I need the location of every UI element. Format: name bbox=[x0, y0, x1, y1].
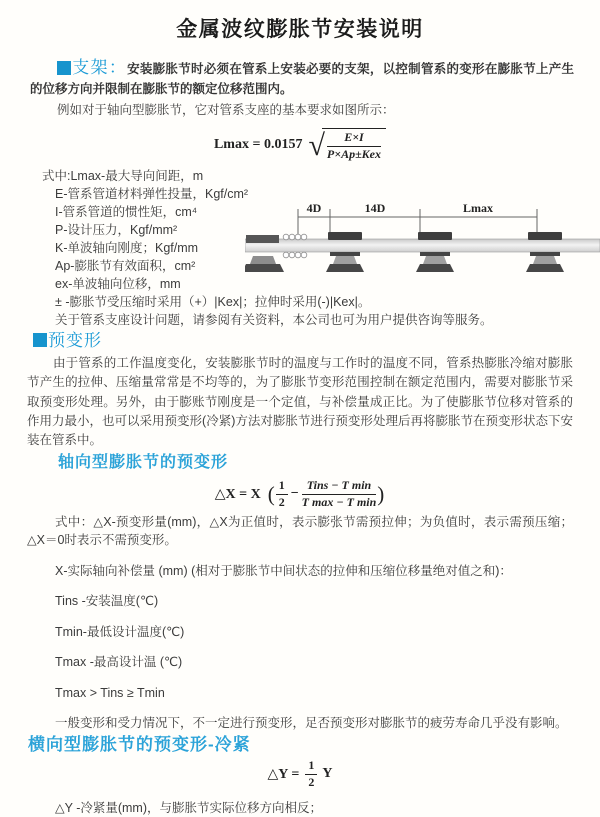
predeform-section-header bbox=[33, 331, 600, 351]
sqrt-expression bbox=[308, 128, 386, 162]
axial-definition-line: Tmax > Tins ≥ Tmin bbox=[55, 685, 165, 700]
guide-support bbox=[526, 232, 564, 272]
support-section-label: 支架： bbox=[72, 58, 128, 77]
axial-definition-line: X-实际轴向补偿量 (mm) (相对于膨胀节中间状态的拉伸和压缩位移量绝对值之和)： bbox=[55, 563, 512, 578]
half-numerator: 1 bbox=[305, 759, 317, 775]
guide-support bbox=[416, 232, 454, 272]
axial-subsection-header: 轴向型膨胀节的预变形 bbox=[58, 454, 229, 472]
one-half-fraction bbox=[276, 479, 288, 510]
variable-definition: Ap-膨胀节有效面积，cm² bbox=[55, 259, 196, 273]
section-square-icon bbox=[57, 61, 71, 75]
sqrt-radicand bbox=[322, 128, 386, 162]
lateral-formula-lhs: △Y = bbox=[267, 766, 300, 782]
one-half-fraction bbox=[305, 759, 317, 790]
half-numerator: 1 bbox=[276, 479, 288, 495]
sqrt-sign-icon: √ bbox=[308, 129, 325, 162]
lateral-definition-line: △Y -冷紧量(mm)，与膨胀节实际位移方向相反； bbox=[55, 801, 323, 816]
guide-support bbox=[326, 232, 364, 272]
lmax-fraction bbox=[327, 131, 381, 162]
lmax-formula bbox=[0, 125, 600, 165]
half-denominator: 2 bbox=[308, 774, 315, 789]
open-paren: ( bbox=[267, 481, 275, 506]
half-denominator: 2 bbox=[278, 494, 285, 509]
lateral-subsection-header: 横向型膨胀节的预变形-冷紧 bbox=[28, 735, 251, 755]
axial-formula-lhs: △X = X bbox=[214, 486, 261, 502]
pipe-support-diagram bbox=[245, 199, 600, 291]
lmax-fraction-numerator: E×I bbox=[327, 131, 381, 147]
support-note-line: 关于管系支座设计问题，请参阅有关资料，本公司也可为用户提供咨询等服务。 bbox=[55, 313, 493, 327]
dimension-label-4d: 4D bbox=[306, 201, 322, 215]
variables-and-diagram-region bbox=[42, 167, 600, 311]
axial-remark-line: 一般变形和受力情况下，不一定进行预变形，足否预变形对膨胀节的疲劳寿命几乎没有影响。 bbox=[55, 716, 568, 731]
close-paren: ) bbox=[377, 481, 385, 506]
predeform-paragraph: 由于管系的工作温度变化，安装膨胀节时的温度与工作时的温度不同，管系热膨胀冷缩对膨胀节产生的拉伸、压缩量常常是不均等的，为了膨胀节变形范围控制在额定范围内，需要对膨胀节采取预变形处理。另外，由于膨账节刚度是一个定值，与补偿量成正比。为了使膨胀节位移对管系的作用力最小，也可以采用预变形(冷紧)方法对膨胀节进行预变形处理后再将膨胀节在预变形状态下安装在管系中。 bbox=[27, 356, 573, 448]
dimension-label-14d: 14D bbox=[364, 201, 386, 215]
lateral-predeform-formula bbox=[0, 759, 600, 789]
support-example-line: 例如对于轴向型膨胀节，它对管系支座的基本要求如图所示： bbox=[57, 103, 395, 117]
section-square-icon bbox=[33, 333, 47, 347]
page-title: 金属波纹膨胀节安装说明 bbox=[176, 18, 424, 41]
support-intro-text: 安装膨胀节时必须在管系上安装必要的支架，以控制管系的变形在膨胀节上产生的位移方向并限制在膨胀节的额定位移范围内。 bbox=[30, 62, 574, 96]
variable-definition: E-管系管道材料弹性投量，Kgf/cm² bbox=[55, 187, 249, 201]
lateral-formula-rhs: Y bbox=[322, 766, 333, 782]
dimension-label-lmax: Lmax bbox=[463, 201, 493, 215]
axial-predeform-formula bbox=[0, 475, 600, 513]
variable-definition: ± -膨胀节受压缩时采用（+）|Kex|；拉伸时采用(-)|Kex|。 bbox=[55, 295, 371, 309]
variable-definition: I-管系管道的惯性矩，cm⁴ bbox=[55, 205, 198, 219]
variable-definition: P-设计压力，Kgf/mm² bbox=[55, 223, 178, 237]
axial-definition-line: Tmax -最高设计温 (℃) bbox=[55, 655, 183, 670]
fixed-anchor-support bbox=[245, 235, 284, 272]
axial-definition-line: Tmin-最低设计温度(℃) bbox=[55, 624, 185, 639]
variable-definition: K-单波轴向刚度；Kgf/mm bbox=[55, 241, 199, 255]
temperature-fraction-denominator: T max − T min bbox=[301, 494, 377, 509]
lmax-fraction-denominator: P×Ap±Kex bbox=[326, 147, 382, 161]
minus-operator: − bbox=[290, 486, 299, 502]
lmax-formula-lhs: Lmax = 0.0157 bbox=[213, 137, 303, 152]
predeform-section-label: 预变形 bbox=[48, 331, 102, 350]
variable-definition: 式中:Lmax-最大导向间距，m bbox=[42, 169, 204, 183]
temperature-fraction-numerator: Tins − T min bbox=[302, 479, 377, 495]
axial-definition-line: Tins -安装温度(℃) bbox=[55, 594, 159, 609]
temperature-fraction bbox=[302, 479, 377, 510]
support-section-paragraph bbox=[30, 58, 574, 99]
pipe bbox=[245, 239, 600, 252]
axial-definition-line: 式中：△X-预变形量(mm)，△X为正值时，表示膨张节需预拉伸；为负值时，表示需预压缩；△X＝0时表示不需预变形。 bbox=[27, 515, 573, 548]
variable-definition: ex-单波轴向位移，mm bbox=[55, 277, 181, 291]
